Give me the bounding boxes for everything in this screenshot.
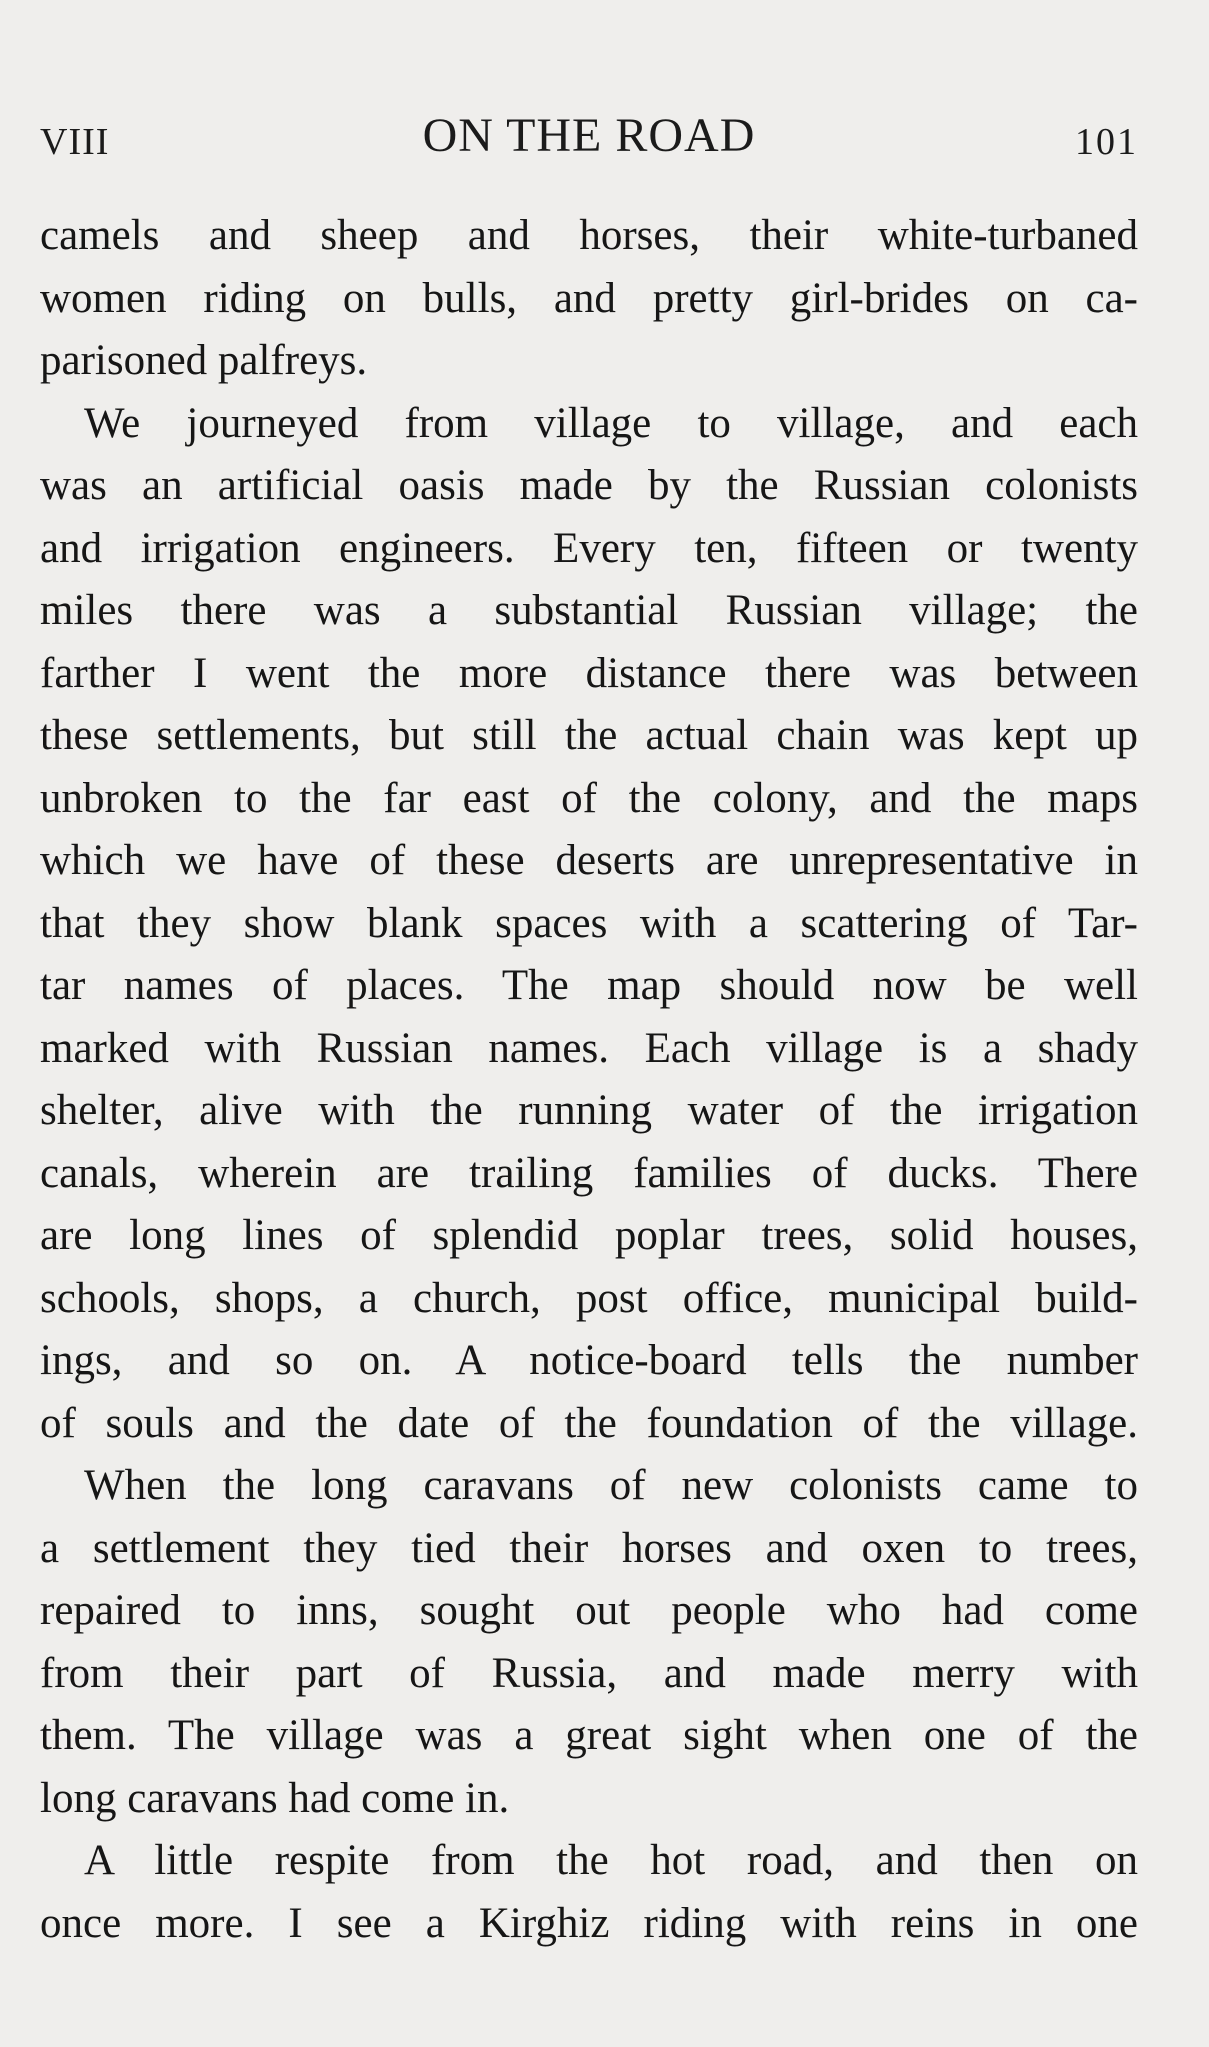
text-line: them. The village was a great sight when one of the	[40, 1712, 1138, 1759]
text-line: was an artificial oasis made by the Russian colonists	[40, 462, 1138, 509]
text-line: shelter, alive with the running water of the irrigation	[40, 1087, 1138, 1134]
text-line: a settlement they tied their horses and oxen to trees,	[40, 1524, 1138, 1572]
text-line: ings, and so on. A notice-board tells the number	[40, 1337, 1138, 1384]
text-line: unbroken to the far east of the colony, and the maps	[40, 774, 1138, 822]
text-line: schools, shops, a church, post office, municipal build-	[40, 1274, 1138, 1322]
text-line: tar names of places. The map should now be well	[40, 962, 1138, 1009]
text-line: women riding on bulls, and pretty girl-brides on ca-	[40, 274, 1138, 322]
text-line: parisoned palfreys.	[40, 337, 368, 384]
text-line: these settlements, but still the actual chain was kept up	[40, 712, 1138, 759]
text-line: miles there was a substantial Russian village; the	[40, 587, 1138, 634]
text-line: marked with Russian names. Each village is a shady	[40, 1024, 1138, 1072]
text-line: from their part of Russia, and made merry with	[40, 1649, 1138, 1697]
text-line: canals, wherein are trailing families of ducks. There	[40, 1149, 1138, 1197]
text-line: are long lines of splendid poplar trees, solid houses,	[40, 1212, 1138, 1259]
text-line: repaired to inns, sought out people who had come	[40, 1587, 1138, 1634]
text-line: of souls and the date of the foundation of the village.	[40, 1399, 1138, 1447]
text-line: camels and sheep and horses, their white-turbaned	[40, 212, 1138, 259]
running-head	[40, 108, 1138, 168]
running-title: ON THE ROAD	[422, 109, 756, 162]
text-line: When the long caravans of new colonists came to	[84, 1462, 1138, 1509]
page-number: 101	[1075, 121, 1138, 163]
text-line: that they show blank spaces with a scattering of Tar-	[40, 899, 1138, 947]
text-line: A little respite from the hot road, and then on	[84, 1837, 1138, 1884]
text-line: long caravans had come in.	[40, 1774, 510, 1822]
body-text	[40, 205, 1138, 1955]
text-line: We journeyed from village to village, and each	[84, 399, 1138, 447]
chapter-number: VIII	[40, 121, 110, 163]
text-line: farther I went the more distance there was between	[40, 649, 1138, 697]
text-line: and irrigation engineers. Every ten, fifteen or twenty	[40, 524, 1138, 572]
text-line: which we have of these deserts are unrepresentative in	[40, 837, 1138, 884]
text-line: once more. I see a Kirghiz riding with reins in one	[40, 1899, 1138, 1947]
